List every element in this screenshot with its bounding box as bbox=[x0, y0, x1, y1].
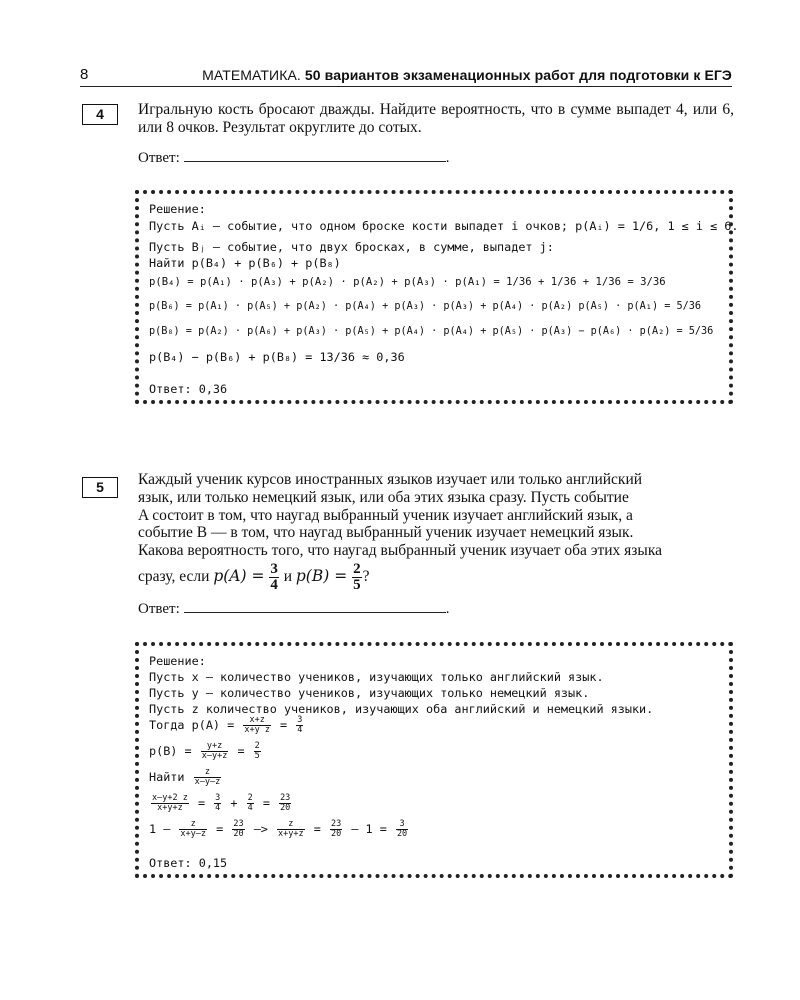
numerator: 2 bbox=[247, 793, 253, 803]
denominator: 5 bbox=[353, 576, 361, 593]
text-fragment: и bbox=[283, 568, 292, 586]
answer-tail: . bbox=[445, 150, 450, 166]
text-fragment: p(B) = bbox=[149, 744, 192, 758]
fraction bbox=[243, 716, 271, 735]
solution-line: Пусть Aᵢ – событие, что одном броске кости выпадет i очков; p(Aᵢ) = 1/6, 1 ≤ i ≤ 6. bbox=[149, 219, 739, 233]
p-a-label: p(A) = bbox=[213, 567, 265, 586]
solution-line: Пусть y – количество учеников, изучающих только немецкий язык. bbox=[149, 686, 590, 700]
numerator: x+z bbox=[243, 716, 271, 726]
text-fragment: = bbox=[313, 822, 321, 836]
solution-line bbox=[149, 820, 410, 839]
text-fragment: = bbox=[280, 718, 288, 732]
solution-line: Пусть z количество учеников, изучающих оба английский и немецкий языки. bbox=[149, 702, 654, 716]
solution-heading: Решение: bbox=[149, 202, 206, 216]
fraction bbox=[232, 820, 244, 839]
numerator: z bbox=[194, 768, 222, 778]
fraction bbox=[254, 742, 261, 761]
task-5-text bbox=[138, 471, 734, 593]
task-5-line: A состоит в том, что наугад выбранный ученик изучает английский язык, а bbox=[138, 506, 633, 524]
fraction-2-5 bbox=[352, 562, 362, 593]
solution-heading: Решение: bbox=[149, 654, 206, 668]
fraction bbox=[279, 794, 291, 813]
p-b-label: p(B) = bbox=[295, 567, 348, 586]
solution-line: p(B₄) = p(A₁) · p(A₃) + p(A₂) · p(A₂) + p(A₃) · p(A₁) = 1/36 + 1/36 + 1/36 = 3/36 bbox=[149, 276, 666, 288]
denominator: 20 bbox=[280, 803, 291, 813]
solution-line: Пусть Bⱼ – событие, что двух бросках, в сумме, выпадет j: bbox=[149, 240, 554, 254]
solution-answer: Ответ: 0,15 bbox=[149, 856, 228, 870]
task-5-line: Каждый ученик курсов иностранных языков изучает или только английский bbox=[138, 471, 643, 488]
page-header bbox=[80, 64, 732, 87]
task-5-number: 5 bbox=[82, 477, 118, 498]
solution-line bbox=[149, 742, 263, 761]
task-4-text: Игральную кость бросают дважды. Найдите вероятность, что в сумме выпадет 4, или 6, или 8 очков. Результат округлите до сотых. bbox=[138, 101, 734, 136]
title-prefix: МАТЕМАТИКА. bbox=[202, 67, 301, 83]
fraction bbox=[396, 820, 408, 839]
task-5-line-formula bbox=[138, 562, 734, 593]
numerator: z bbox=[179, 820, 207, 830]
numerator: 3 bbox=[270, 560, 278, 577]
task-5-line: Какова вероятность того, что наугад выбранный ученик изучает оба этих языка bbox=[138, 542, 663, 560]
task-5-line: язык, или только немецкий язык, или оба этих языка сразу. Пусть событие bbox=[138, 488, 629, 506]
denominator: x–y+z bbox=[201, 751, 228, 761]
fraction bbox=[179, 820, 207, 839]
denominator: x+y+z bbox=[157, 803, 183, 813]
text-fragment: Найти bbox=[149, 770, 185, 784]
solution-line bbox=[149, 768, 223, 787]
text-fragment: + bbox=[230, 796, 238, 810]
answer-label: Ответ: bbox=[138, 601, 180, 617]
denominator: 4 bbox=[247, 803, 253, 813]
denominator: 4 bbox=[215, 803, 221, 813]
task-5-solution-box bbox=[135, 642, 733, 878]
fraction bbox=[247, 794, 254, 813]
denominator: 4 bbox=[297, 725, 303, 735]
numerator: 23 bbox=[280, 793, 291, 803]
numerator: y+z bbox=[201, 742, 229, 752]
answer-blank[interactable] bbox=[184, 598, 446, 613]
denominator: 5 bbox=[254, 751, 260, 761]
numerator: 3 bbox=[297, 715, 303, 725]
text-fragment: 1 – bbox=[149, 822, 171, 836]
denominator: 4 bbox=[270, 576, 278, 593]
text-fragment: Тогда p(A) = bbox=[149, 718, 235, 732]
task-5-answer-line bbox=[138, 598, 450, 618]
numerator: 2 bbox=[353, 560, 361, 577]
denominator: x+y+z bbox=[278, 829, 304, 839]
running-title bbox=[202, 67, 732, 83]
numerator: z bbox=[277, 820, 305, 830]
task-4-solution-box bbox=[135, 190, 739, 404]
task-4-number: 4 bbox=[82, 104, 118, 125]
text-fragment: = bbox=[216, 822, 224, 836]
numerator: 23 bbox=[330, 819, 342, 829]
task-5-line: событие B — в том, что наугад выбранный ученик изучает немецкий язык. bbox=[138, 524, 634, 542]
numerator: 3 bbox=[396, 820, 408, 830]
denominator: x+y–z bbox=[180, 829, 207, 839]
solution-line bbox=[149, 794, 293, 813]
page-number: 8 bbox=[80, 66, 89, 83]
numerator: x–y+2 z bbox=[152, 793, 188, 803]
solution-line: Пусть x – количество учеников, изучающих только английский язык. bbox=[149, 670, 604, 684]
fraction bbox=[151, 794, 189, 813]
numerator: 3 bbox=[215, 793, 221, 803]
numerator: 2 bbox=[254, 741, 260, 751]
text-fragment: –> bbox=[253, 822, 268, 836]
text-fragment: = bbox=[197, 796, 206, 810]
denominator: x+y z bbox=[244, 725, 270, 735]
text-fragment: – 1 = bbox=[351, 822, 387, 836]
answer-tail: . bbox=[445, 601, 450, 617]
fraction bbox=[296, 716, 303, 735]
solution-line: p(B₈) = p(A₂) · p(A₆) + p(A₃) · p(A₅) + p(A₄) · p(A₄) + p(A₅) · p(A₃) − p(A₆) · p(A₂) = 5/36 bbox=[149, 326, 714, 337]
fraction bbox=[201, 742, 229, 761]
task-4-answer-line bbox=[138, 147, 450, 167]
denominator: 20 bbox=[330, 829, 342, 839]
text-fragment: = bbox=[262, 796, 270, 810]
solution-line: p(B₄) − p(B₆) + p(B₈) = 13/36 ≈ 0,36 bbox=[149, 350, 405, 364]
solution-answer: Ответ: 0,36 bbox=[149, 382, 228, 396]
answer-label: Ответ: bbox=[138, 150, 180, 166]
solution-line bbox=[149, 716, 305, 735]
fraction-3-4 bbox=[269, 562, 279, 593]
solution-line: Найти p(B₄) + p(B₆) + p(B₈) bbox=[149, 256, 341, 270]
fraction bbox=[330, 820, 342, 839]
text-fragment: сразу, если bbox=[138, 568, 210, 586]
denominator: x–y–z bbox=[194, 777, 221, 787]
numerator: 23 bbox=[233, 819, 244, 829]
solution-line: p(B₆) = p(A₁) · p(A₅) + p(A₂) · p(A₄) + p(A₃) · p(A₃) + p(A₄) · p(A₂) p(A₅) · p(A₁) = 5/36 bbox=[149, 301, 702, 312]
title-bold: 50 вариантов экзаменационных работ для подготовки к ЕГЭ bbox=[304, 67, 732, 83]
text-fragment: = bbox=[237, 744, 245, 758]
fraction bbox=[194, 768, 222, 787]
question-mark: ? bbox=[362, 568, 370, 586]
answer-blank[interactable] bbox=[184, 147, 446, 162]
denominator: 20 bbox=[396, 829, 408, 839]
fraction bbox=[214, 794, 221, 813]
denominator: 20 bbox=[233, 829, 244, 839]
fraction bbox=[277, 820, 305, 839]
